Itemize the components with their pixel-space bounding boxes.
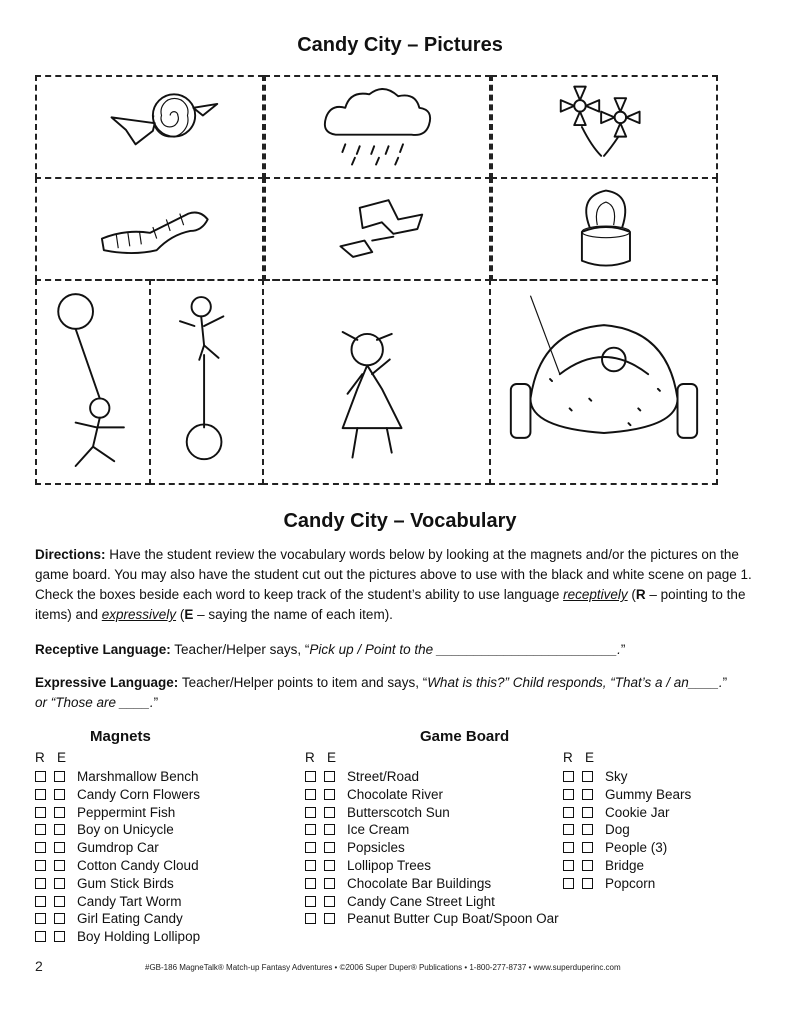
- receptive-checkbox[interactable]: [35, 878, 46, 889]
- expressive-checkbox[interactable]: [324, 842, 335, 853]
- item-label: Ice Cream: [347, 822, 410, 838]
- receptive-checkbox[interactable]: [35, 896, 46, 907]
- receptive-checkbox[interactable]: [305, 860, 316, 871]
- expressive-checkbox[interactable]: [54, 842, 65, 853]
- expressive-checkbox[interactable]: [324, 860, 335, 871]
- e-abbrev: E: [184, 607, 194, 622]
- receptive-checkbox[interactable]: [35, 931, 46, 942]
- magnets-title: Magnets: [90, 728, 151, 745]
- item-label: Peanut Butter Cup Boat/Spoon Oar: [347, 911, 559, 927]
- receptively-term: receptively: [563, 587, 628, 602]
- re-header: [35, 750, 200, 768]
- picture-cell-girl-eating-candy[interactable]: [262, 279, 491, 485]
- r-header: R: [305, 750, 315, 765]
- list-item: [305, 786, 559, 804]
- item-label: Bridge: [605, 857, 645, 873]
- re-header: [563, 750, 691, 768]
- item-label: Chocolate River: [347, 786, 444, 802]
- girl-icon: [264, 281, 489, 483]
- receptive-checkbox[interactable]: [35, 913, 46, 924]
- item-label: Candy Cane Street Light: [347, 893, 495, 909]
- item-label: People (3): [605, 840, 668, 856]
- peppermint-fish-icon: [37, 77, 262, 177]
- expressive-checkbox[interactable]: [324, 878, 335, 889]
- expressive-checkbox[interactable]: [54, 789, 65, 800]
- expressive-checkbox[interactable]: [324, 896, 335, 907]
- list-item: [35, 875, 200, 893]
- item-label: Butterscotch Sun: [347, 804, 450, 820]
- item-label: Boy on Unicycle: [77, 822, 174, 838]
- picture-cell-candy-tart-worm[interactable]: [35, 177, 264, 281]
- re-header: [305, 750, 559, 768]
- expressive-checkbox[interactable]: [582, 824, 593, 835]
- receptive-quote: Pick up / Point to the ________________________.: [309, 642, 621, 657]
- receptive-checkbox[interactable]: [35, 789, 46, 800]
- expressive-question-2: or “Those are ____.: [35, 695, 154, 710]
- expressive-checkbox[interactable]: [54, 824, 65, 835]
- worm-icon: [37, 179, 262, 279]
- receptive-checkbox[interactable]: [305, 789, 316, 800]
- receptive-checkbox[interactable]: [305, 771, 316, 782]
- item-label: Candy Corn Flowers: [77, 786, 201, 802]
- item-label: Gummy Bears: [605, 786, 692, 802]
- receptive-checkbox[interactable]: [563, 878, 574, 889]
- directions-text: – saying the name of each item).: [193, 607, 393, 622]
- item-label: Gum Stick Birds: [77, 875, 174, 891]
- expressive-checkbox[interactable]: [324, 771, 335, 782]
- expressive-mid: ”: [722, 675, 728, 690]
- game-board-spacer: [563, 728, 691, 750]
- list-item: [35, 928, 200, 946]
- expressive-checkbox[interactable]: [324, 789, 335, 800]
- list-item: [35, 804, 200, 822]
- receptive-checkbox[interactable]: [305, 913, 316, 924]
- unicycle-icon: [151, 281, 262, 483]
- marshmallow-icon: [493, 179, 716, 279]
- magnets-list: [35, 768, 200, 946]
- expressive-checkbox[interactable]: [324, 807, 335, 818]
- list-item: [35, 857, 200, 875]
- lollipop-boy-icon: [37, 281, 149, 483]
- expressive-checkbox[interactable]: [582, 789, 593, 800]
- bird-icon: [266, 179, 489, 279]
- list-item: [35, 768, 200, 786]
- picture-cell-peppermint-fish[interactable]: [35, 75, 264, 179]
- expressive-checkbox[interactable]: [582, 860, 593, 871]
- pictures-grid: [35, 75, 718, 485]
- directions-text: Have the student review the vocabulary words below by looking at the magnets and/or the pictures on the game board. You may also have the student cut out the pictures above to use with the black and white scene on page 1. Check the boxes beside each word to keep track of the student’s ability to use language: [35, 547, 752, 602]
- list-item: [305, 821, 559, 839]
- directions-label: Directions:: [35, 547, 106, 562]
- receptive-language-paragraph: [35, 640, 755, 660]
- expressive-checkbox[interactable]: [54, 878, 65, 889]
- game-board-title: Game Board: [420, 728, 510, 745]
- expressive-language-paragraph: [35, 673, 755, 713]
- item-label: Girl Eating Candy: [77, 911, 183, 927]
- item-label: Cookie Jar: [605, 804, 670, 820]
- expressive-checkbox[interactable]: [54, 771, 65, 782]
- receptive-checkbox[interactable]: [305, 807, 316, 818]
- receptive-checkbox[interactable]: [305, 842, 316, 853]
- page-number: 2: [35, 958, 43, 974]
- list-item: [305, 910, 559, 928]
- receptive-checkbox[interactable]: [305, 896, 316, 907]
- receptive-checkbox[interactable]: [563, 860, 574, 871]
- item-label: Sky: [605, 769, 628, 784]
- list-item: [35, 910, 200, 928]
- item-label: Lollipop Trees: [347, 857, 432, 873]
- list-item: [563, 839, 691, 857]
- expressively-term: expressively: [101, 607, 177, 622]
- expressive-checkbox[interactable]: [324, 913, 335, 924]
- picture-cell-cotton-candy-cloud[interactable]: [264, 75, 491, 179]
- list-item: [35, 893, 200, 911]
- directions-text: (: [176, 607, 185, 622]
- receptive-checkbox[interactable]: [563, 842, 574, 853]
- item-label: Cotton Candy Cloud: [77, 857, 199, 873]
- expressive-text: Teacher/Helper points to item and says, “: [178, 675, 428, 690]
- expressive-checkbox[interactable]: [582, 771, 593, 782]
- receptive-label: Receptive Language:: [35, 642, 171, 657]
- r-abbrev: R: [635, 587, 646, 602]
- receptive-checkbox[interactable]: [35, 824, 46, 835]
- list-item: [305, 893, 559, 911]
- receptive-checkbox[interactable]: [35, 771, 46, 782]
- list-item: [35, 839, 200, 857]
- item-label: Popsicles: [347, 840, 405, 856]
- receptive-checkbox[interactable]: [563, 789, 574, 800]
- item-label: Marshmallow Bench: [77, 769, 199, 784]
- game-board-list-2: [563, 768, 691, 893]
- list-item: [563, 768, 691, 786]
- picture-cell-gumdrop-car[interactable]: [489, 279, 718, 485]
- list-item: [35, 821, 200, 839]
- item-label: Peppermint Fish: [77, 804, 176, 820]
- cloud-icon: [266, 77, 489, 177]
- item-label: Street/Road: [347, 769, 420, 784]
- picture-cell-boy-holding-lollipop[interactable]: [35, 279, 151, 485]
- expressive-question: What is this?” Child responds, “That’s a / an____.: [427, 675, 723, 690]
- receptive-checkbox[interactable]: [305, 878, 316, 889]
- directions-paragraph: [35, 545, 755, 625]
- footer-text: #GB-186 MagneTalk® Match-up Fantasy Adventures • ©2006 Super Duper® Publications • 1-800-277-8737 • www.superduperinc.com: [145, 963, 621, 972]
- list-item: [35, 786, 200, 804]
- picture-cell-boy-on-unicycle[interactable]: [149, 279, 264, 485]
- receptive-checkbox[interactable]: [35, 807, 46, 818]
- picture-cell-gum-stick-birds[interactable]: [264, 177, 491, 281]
- receptive-checkbox[interactable]: [35, 860, 46, 871]
- car-icon: [491, 281, 716, 483]
- list-item: [305, 804, 559, 822]
- e-header: E: [327, 750, 337, 765]
- receptive-end: ”: [620, 642, 626, 657]
- receptive-text: Teacher/Helper says, “: [170, 642, 310, 657]
- receptive-checkbox[interactable]: [305, 824, 316, 835]
- expressive-end: ”: [153, 695, 159, 710]
- item-label: Popcorn: [605, 875, 656, 891]
- list-item: [563, 786, 691, 804]
- item-label: Dog: [605, 822, 630, 838]
- item-label: Boy Holding Lollipop: [77, 929, 201, 945]
- item-label: Gumdrop Car: [77, 840, 159, 856]
- list-item: [305, 839, 559, 857]
- picture-cell-marshmallow-bench[interactable]: [491, 177, 718, 281]
- receptive-checkbox[interactable]: [563, 824, 574, 835]
- expressive-checkbox[interactable]: [54, 860, 65, 871]
- list-item: [563, 875, 691, 893]
- r-header: R: [35, 750, 45, 765]
- receptive-checkbox[interactable]: [563, 771, 574, 782]
- expressive-checkbox[interactable]: [54, 896, 65, 907]
- list-item: [305, 875, 559, 893]
- receptive-checkbox[interactable]: [563, 807, 574, 818]
- expressive-checkbox[interactable]: [54, 807, 65, 818]
- r-header: R: [563, 750, 573, 765]
- magnets-column: [35, 728, 200, 946]
- directions-text: (: [627, 587, 636, 602]
- expressive-checkbox[interactable]: [54, 931, 65, 942]
- expressive-checkbox[interactable]: [324, 824, 335, 835]
- flower-icon: [493, 77, 716, 177]
- expressive-checkbox[interactable]: [582, 878, 593, 889]
- expressive-label: Expressive Language:: [35, 675, 179, 690]
- e-header: E: [585, 750, 595, 765]
- list-item: [563, 804, 691, 822]
- pictures-title: Candy City – Pictures: [297, 34, 503, 56]
- list-item: [563, 821, 691, 839]
- item-label: Candy Tart Worm: [77, 893, 182, 909]
- list-item: [305, 768, 559, 786]
- directions-text: – pointing to the items) and: [35, 587, 746, 622]
- game-board-list-1: [305, 768, 559, 928]
- item-label: Chocolate Bar Buildings: [347, 875, 492, 891]
- receptive-checkbox[interactable]: [35, 842, 46, 853]
- picture-cell-candy-corn-flowers[interactable]: [491, 75, 718, 179]
- game-board-column-2: [563, 728, 691, 893]
- expressive-checkbox[interactable]: [582, 842, 593, 853]
- list-item: [305, 857, 559, 875]
- list-item: [563, 857, 691, 875]
- game-board-column-1: [305, 728, 559, 928]
- e-header: E: [57, 750, 67, 765]
- vocabulary-title: Candy City – Vocabulary: [283, 510, 517, 532]
- expressive-checkbox[interactable]: [54, 913, 65, 924]
- expressive-checkbox[interactable]: [582, 807, 593, 818]
